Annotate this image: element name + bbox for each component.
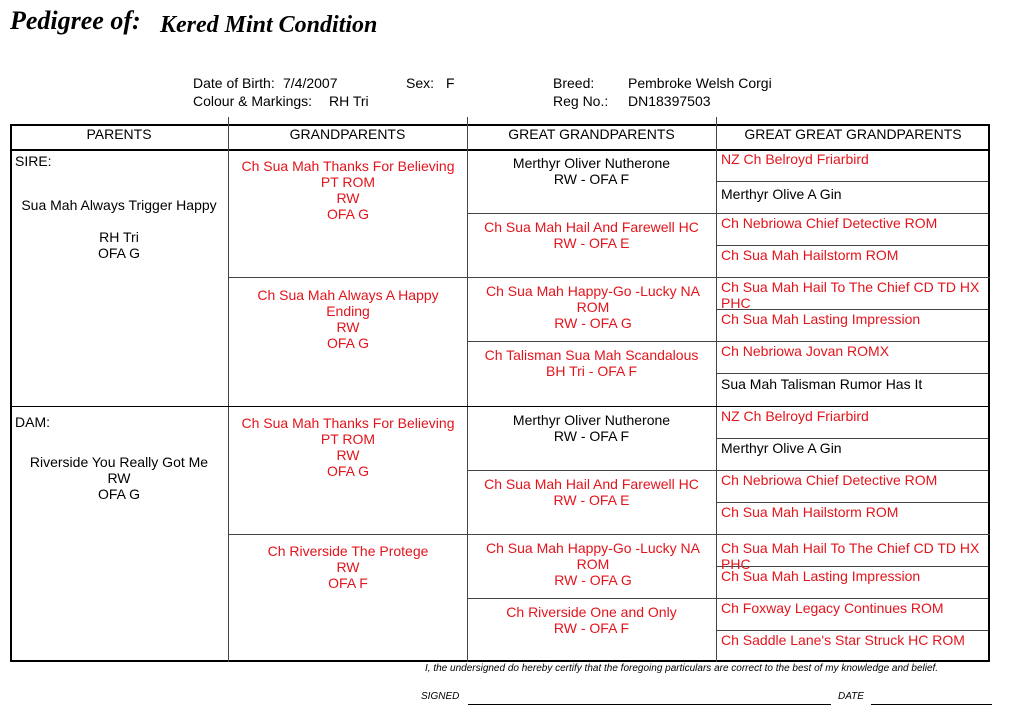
ggp-details: BH Tri - OFA F bbox=[545, 363, 637, 379]
certification-text: I, the undersigned do hereby certify that the foregoing particulars are correct to the best of my knowledge and belief. bbox=[425, 663, 939, 674]
dam-label: DAM: bbox=[15, 414, 50, 430]
grandparent-1 bbox=[236, 158, 460, 222]
dob-value: 7/4/2007 bbox=[283, 75, 338, 91]
ggp-divider-2 bbox=[467, 341, 716, 342]
gggp-divider bbox=[716, 213, 988, 214]
sire-name: Sua Mah Always Trigger Happy bbox=[21, 197, 217, 213]
col-divider-3 bbox=[716, 117, 717, 662]
great-grandparent-3 bbox=[480, 283, 706, 331]
gggp-1: NZ Ch Belroyd Friarbird bbox=[721, 151, 869, 167]
ggp-divider-4 bbox=[467, 598, 716, 599]
ggp-details: RW - OFA E bbox=[553, 235, 630, 251]
sire-label: SIRE: bbox=[15, 153, 52, 169]
ggp-divider-1 bbox=[467, 213, 716, 214]
ggp-divider-3 bbox=[467, 470, 716, 471]
sire-dam-divider bbox=[10, 406, 990, 407]
gggp-12: Ch Sua Mah Hailstorm ROM bbox=[721, 504, 899, 520]
grandparent-3 bbox=[236, 415, 460, 479]
gggp-divider bbox=[716, 181, 988, 182]
col-header-grandparents: GRANDPARENTS bbox=[289, 126, 406, 142]
signed-label: SIGNED bbox=[421, 691, 460, 702]
ggp-name: Merthyr Oliver Nutherone bbox=[512, 412, 671, 428]
sire-colour: RH Tri bbox=[99, 229, 139, 245]
gggp-16: Ch Saddle Lane's Star Struck HC ROM bbox=[721, 632, 965, 648]
ggp-details: RW - OFA G bbox=[554, 315, 632, 331]
gggp-10: Merthyr Olive A Gin bbox=[721, 440, 842, 456]
great-grandparent-2 bbox=[470, 219, 713, 251]
ggp-name: Merthyr Oliver Nutherone bbox=[512, 155, 671, 171]
ggp-name: Ch Sua Mah Hail And Farewell HC bbox=[484, 476, 699, 492]
ggp-details: RW - OFA E bbox=[553, 492, 630, 508]
ggp-name: Ch Riverside One and Only bbox=[506, 604, 677, 620]
gggp-divider bbox=[716, 438, 988, 439]
ggp-details: RW - OFA F bbox=[553, 428, 630, 444]
gggp-3: Ch Nebriowa Chief Detective ROM bbox=[721, 215, 938, 231]
grandparent-2 bbox=[250, 287, 446, 351]
gggp-14: Ch Sua Mah Lasting Impression bbox=[721, 568, 921, 584]
pedigree-label: Pedigree of: bbox=[10, 6, 141, 35]
col-divider-1 bbox=[228, 117, 229, 662]
gggp-7: Ch Nebriowa Jovan ROMX bbox=[721, 343, 890, 359]
great-grandparent-5 bbox=[470, 412, 713, 444]
gggp-divider bbox=[716, 598, 988, 599]
signature-line[interactable] bbox=[468, 704, 831, 705]
ggp-name: Ch Sua Mah Hail And Farewell HC bbox=[484, 219, 699, 235]
gggp-divider bbox=[716, 502, 988, 503]
grandparent-colour: RW bbox=[336, 447, 360, 463]
col-header-parents: PARENTS bbox=[86, 126, 152, 142]
great-grandparent-6 bbox=[470, 476, 713, 508]
sex-label: Sex: bbox=[406, 75, 435, 91]
grandparent-4 bbox=[236, 543, 460, 591]
gggp-9: NZ Ch Belroyd Friarbird bbox=[721, 408, 869, 424]
grandparent-colour: RW bbox=[336, 319, 360, 335]
great-grandparent-1 bbox=[470, 155, 713, 187]
great-grandparent-8 bbox=[470, 604, 713, 636]
grandparent-colour: RW bbox=[336, 190, 360, 206]
col-header-great-grandparents: GREAT GRANDPARENTS bbox=[508, 126, 675, 142]
gggp-divider bbox=[716, 277, 988, 278]
ggp-details: RW - OFA F bbox=[553, 620, 630, 636]
gggp-divider bbox=[716, 534, 988, 535]
gggp-15: Ch Foxway Legacy Continues ROM bbox=[721, 600, 944, 616]
ggp-details: RW - OFA F bbox=[553, 171, 630, 187]
grandparent-health: OFA G bbox=[326, 206, 369, 222]
gggp-divider bbox=[716, 470, 988, 471]
gggp-13: Ch Sua Mah Hail To The Chief CD TD HX PHC bbox=[721, 540, 980, 572]
grandparent-name: Ch Sua Mah Thanks For Believing PT ROM bbox=[241, 415, 455, 447]
col-header-great-great-grandparents: GREAT GREAT GRANDPARENTS bbox=[744, 126, 962, 142]
dam-colour: RW bbox=[107, 470, 131, 486]
grandparent-health: OFA F bbox=[328, 575, 368, 591]
gggp-2: Merthyr Olive A Gin bbox=[721, 186, 842, 202]
dog-name: Kered Mint Condition bbox=[160, 12, 378, 38]
gggp-divider bbox=[716, 630, 988, 631]
dam-health: OFA G bbox=[97, 486, 140, 502]
gggp-divider bbox=[716, 245, 988, 246]
reg-value: DN18397503 bbox=[628, 93, 711, 109]
great-grandparent-4 bbox=[470, 347, 713, 379]
gggp-divider bbox=[716, 373, 988, 374]
gggp-8: Sua Mah Talisman Rumor Has It bbox=[721, 376, 923, 392]
grandparent-colour: RW bbox=[336, 559, 360, 575]
sex-value: F bbox=[446, 75, 455, 91]
ggp-name: Ch Sua Mah Happy-Go -Lucky NA ROM bbox=[486, 283, 700, 315]
colour-label: Colour & Markings: bbox=[193, 93, 313, 109]
dam-name: Riverside You Really Got Me bbox=[29, 454, 209, 470]
gggp-5: Ch Sua Mah Hail To The Chief CD TD HX PHC bbox=[721, 279, 980, 311]
gggp-6: Ch Sua Mah Lasting Impression bbox=[721, 311, 921, 327]
gggp-divider bbox=[716, 341, 988, 342]
col-divider-2 bbox=[467, 117, 468, 662]
gggp-11: Ch Nebriowa Chief Detective ROM bbox=[721, 472, 938, 488]
date-line[interactable] bbox=[871, 704, 992, 705]
great-grandparent-7 bbox=[480, 540, 706, 588]
grandparent-name: Ch Sua Mah Thanks For Believing PT ROM bbox=[241, 158, 455, 190]
breed-value: Pembroke Welsh Corgi bbox=[628, 75, 772, 91]
ggp-name: Ch Sua Mah Happy-Go -Lucky NA ROM bbox=[486, 540, 700, 572]
grandparent-name: Ch Sua Mah Always A Happy Ending bbox=[257, 287, 439, 319]
gggp-4: Ch Sua Mah Hailstorm ROM bbox=[721, 247, 899, 263]
breed-label: Breed: bbox=[553, 75, 595, 91]
colour-value: RH Tri bbox=[329, 93, 369, 109]
grandparent-health: OFA G bbox=[326, 335, 369, 351]
date-label: DATE bbox=[838, 691, 864, 702]
ggp-details: RW - OFA G bbox=[554, 572, 632, 588]
reg-label: Reg No.: bbox=[553, 93, 609, 109]
grandparent-name: Ch Riverside The Protege bbox=[267, 543, 429, 559]
grandparent-health: OFA G bbox=[326, 463, 369, 479]
ggp-name: Ch Talisman Sua Mah Scandalous bbox=[484, 347, 699, 363]
sire-health: OFA G bbox=[97, 245, 140, 261]
dob-label: Date of Birth: bbox=[193, 75, 275, 91]
